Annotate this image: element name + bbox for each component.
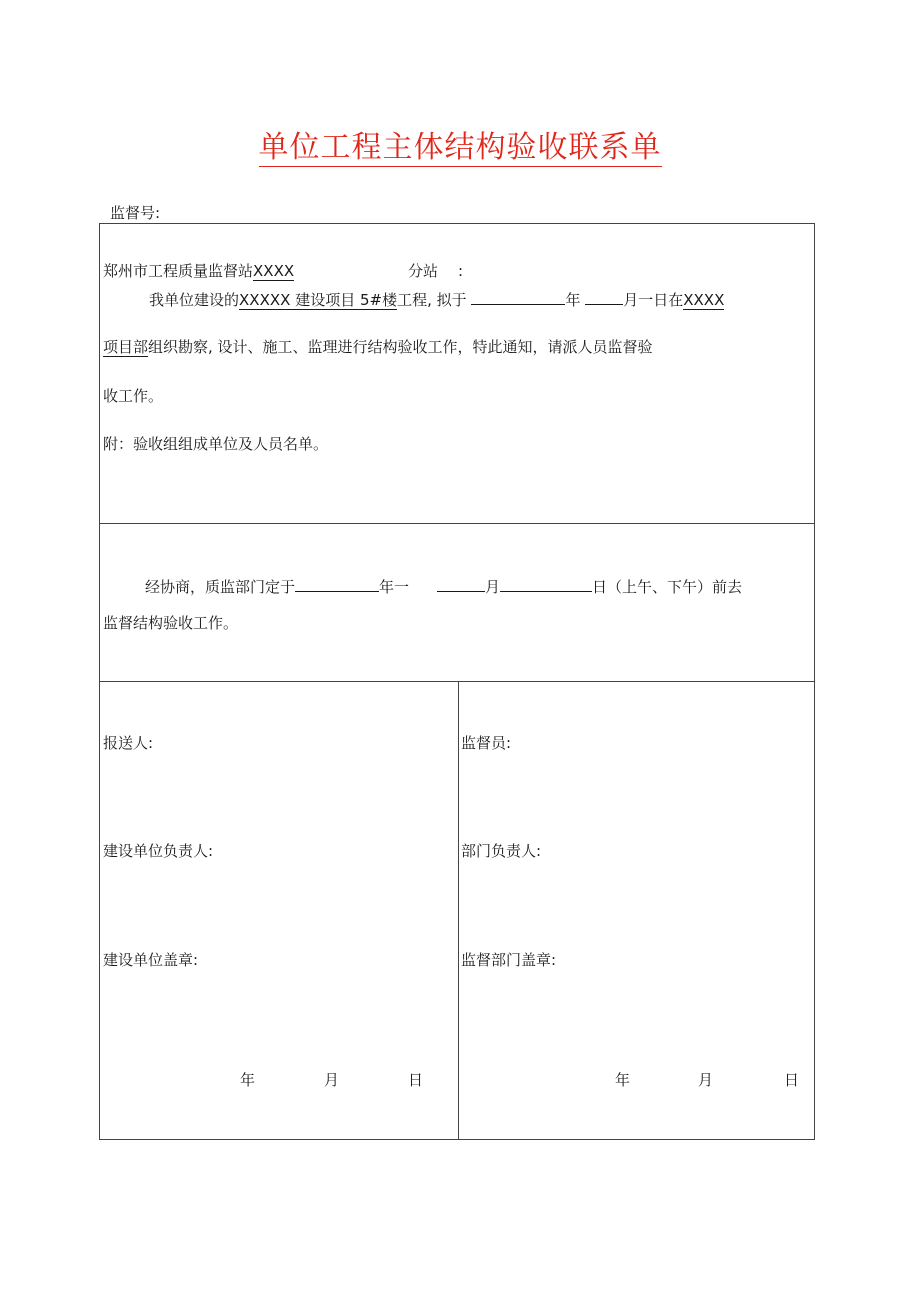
place-name: XXXX — [683, 291, 725, 309]
station-prefix: 郑州市工程质量监督站 — [103, 262, 254, 280]
station-line — [103, 261, 294, 281]
dept-head-label: 部门负责人: — [461, 842, 542, 860]
supervisor-label: 监督员: — [461, 734, 512, 752]
builder-head-label: 建设单位负责人: — [103, 842, 214, 860]
right-date-year: 年 — [615, 1071, 631, 1089]
notice-line-2: 项目部组织勘察, 设计、施工、监理进行结构验收工作，特此通知，请派人员监督验 — [103, 338, 653, 356]
agreed-day-blank — [500, 577, 592, 592]
contact-form-table — [99, 223, 815, 1140]
submitter-label: 报送人: — [103, 734, 154, 752]
supervision-number-label: 监督号: — [110, 204, 161, 222]
station-name: XXXX — [253, 262, 295, 280]
left-date-month: 月 — [324, 1071, 340, 1089]
page-title — [0, 128, 920, 168]
right-date-month: 月 — [698, 1071, 714, 1089]
agreed-date-line: 经协商，质监部门定于 年一 月 日（上午、下午）前去 — [145, 578, 743, 596]
left-date-year: 年 — [240, 1071, 256, 1089]
divider-1 — [100, 523, 814, 524]
divider-2 — [100, 681, 814, 682]
project-name: XXXXX 建设项目 5#楼 — [239, 291, 398, 309]
dept-seal-label: 监督部门盖章: — [461, 951, 557, 969]
attachment-note: 附：验收组组成单位及人员名单。 — [103, 435, 329, 453]
left-date-day: 日 — [408, 1071, 424, 1089]
page-title-text: 单位工程主体结构验收联系单 — [258, 130, 662, 165]
place-unit: 项目部 — [103, 338, 149, 356]
agreed-date-line-2: 监督结构验收工作。 — [103, 614, 239, 632]
agreed-month-blank — [437, 577, 485, 592]
agreed-year-blank — [295, 577, 379, 592]
month-blank — [585, 290, 623, 305]
year-blank — [471, 290, 565, 305]
builder-seal-label: 建设单位盖章: — [103, 951, 199, 969]
right-date-day: 日 — [784, 1071, 800, 1089]
notice-line-1: 我单位建设的XXXXX 建设项目 5#楼工程, 拟于 年 月一日在XXXX — [149, 291, 725, 309]
notice-line-3: 收工作。 — [103, 387, 164, 405]
column-divider — [458, 682, 459, 1139]
branch-label: 分站 : — [408, 262, 464, 280]
